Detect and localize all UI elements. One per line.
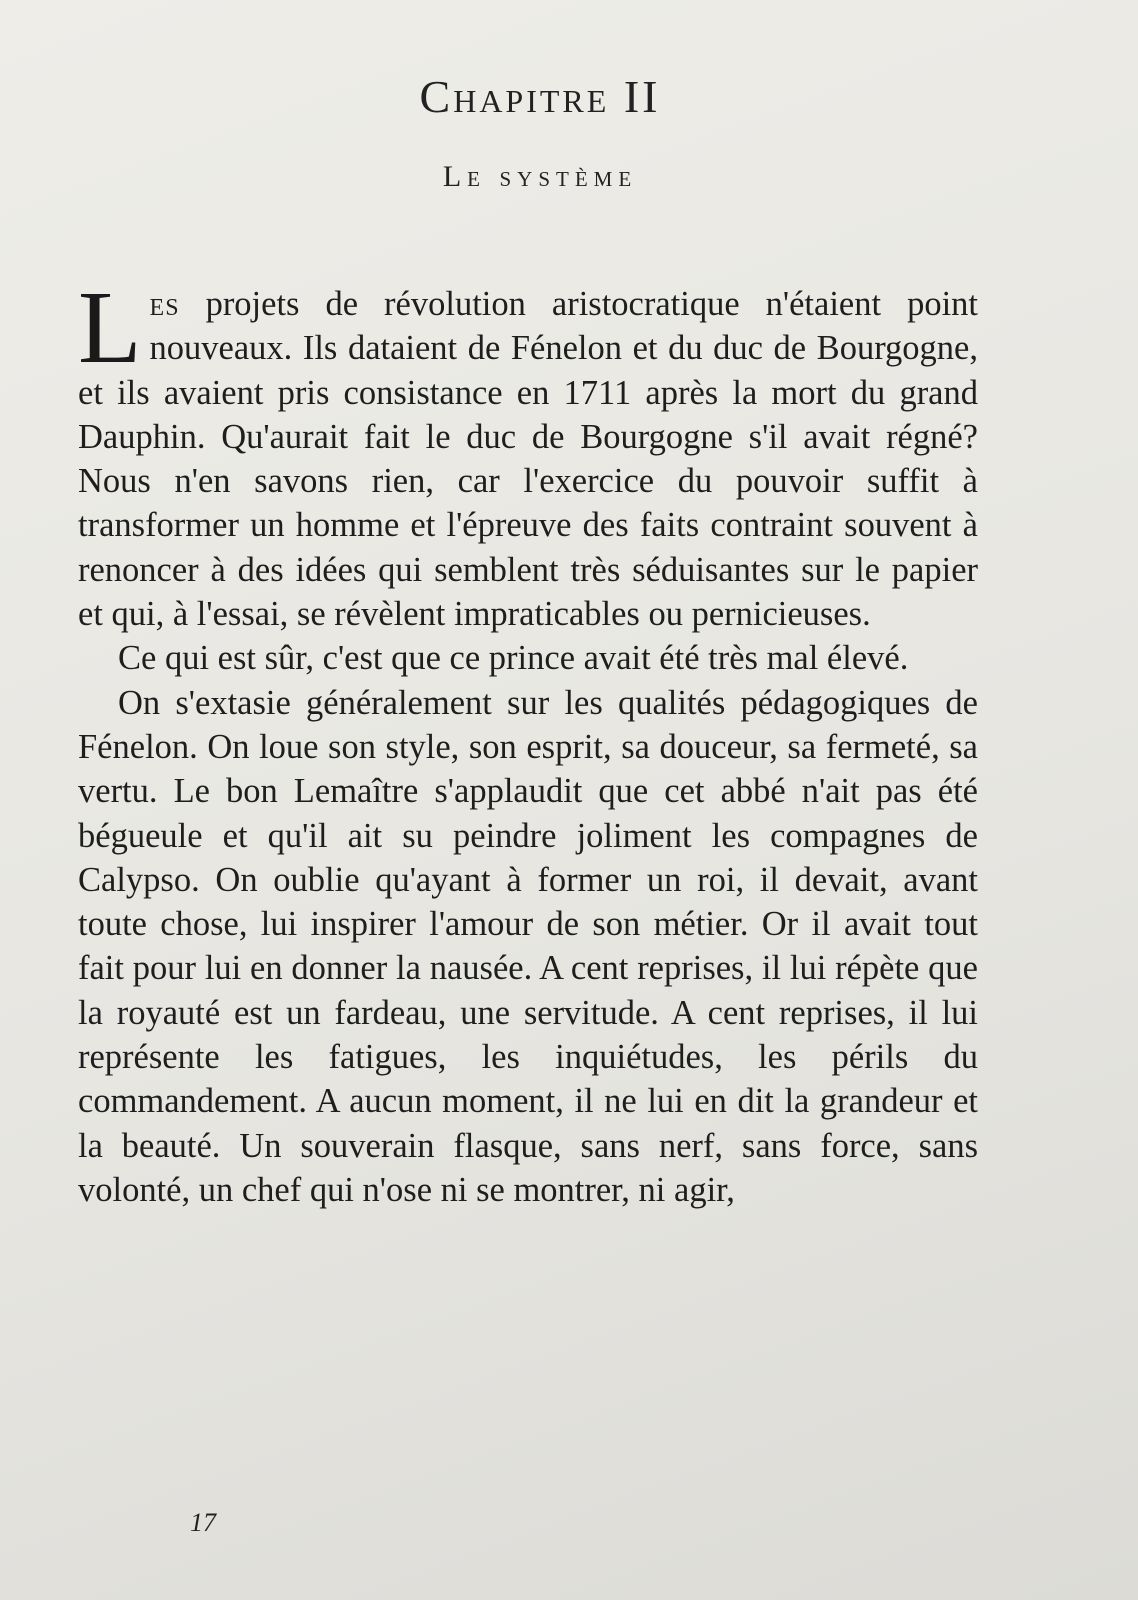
chapter-title: Le système	[442, 160, 638, 193]
paragraph: On s'extasie généralement sur les qualités pédagogiques de Fénelon. On loue son style, son esprit, sa douceur, sa fermeté, sa vertu. Le bon Lemaître s'applaudit que cet abbé n'ait pas été bégueule et qu'il ait su peindre joliment les compagnes de Calypso. On oublie qu'ayant à former un roi, il devait, avant toute chose, lui inspirer l'amour de son métier. Or il avait tout fait pour lui en donner la nausée. A cent reprises, il lui répète que la royauté est un fardeau, une servitude. A cent reprises, il lui représente les fatigues, les inquiétudes, les périls du commandement. A aucun moment, il ne lui en dit la grandeur et la beauté. Un souverain flasque, sans nerf, sans force, sans volonté, un chef qui n'ose ni se montrer, ni agir,	[78, 683, 978, 1209]
opening-paragraph	[78, 270, 978, 636]
page-number: 17	[190, 1508, 216, 1537]
body-text	[78, 270, 978, 1212]
opening-text: projets de révolution aristocratique n'étaient point nouveaux. Ils dataient de Fénelon et du duc de Bourgogne, et ils avaient pris consistance en 1711 après la mort du grand Dauphin. Qu'aurait fait le duc de Bourgogne s'il avait régné? Nous n'en savons rien, car l'exercice du pouvoir suffit à transformer un homme et l'épreuve des faits contraint souvent à renoncer à des idées qui semblent très séduisantes sur le papier et qui, à l'essai, se révèlent impraticables ou pernicieuses.	[78, 285, 978, 634]
drop-cap: L	[78, 270, 142, 385]
lead-caps: es	[149, 285, 180, 323]
chapter-label: Chapitre II	[419, 71, 661, 122]
paragraph: Ce qui est sûr, c'est que ce prince avait été très mal élevé.	[118, 639, 909, 678]
